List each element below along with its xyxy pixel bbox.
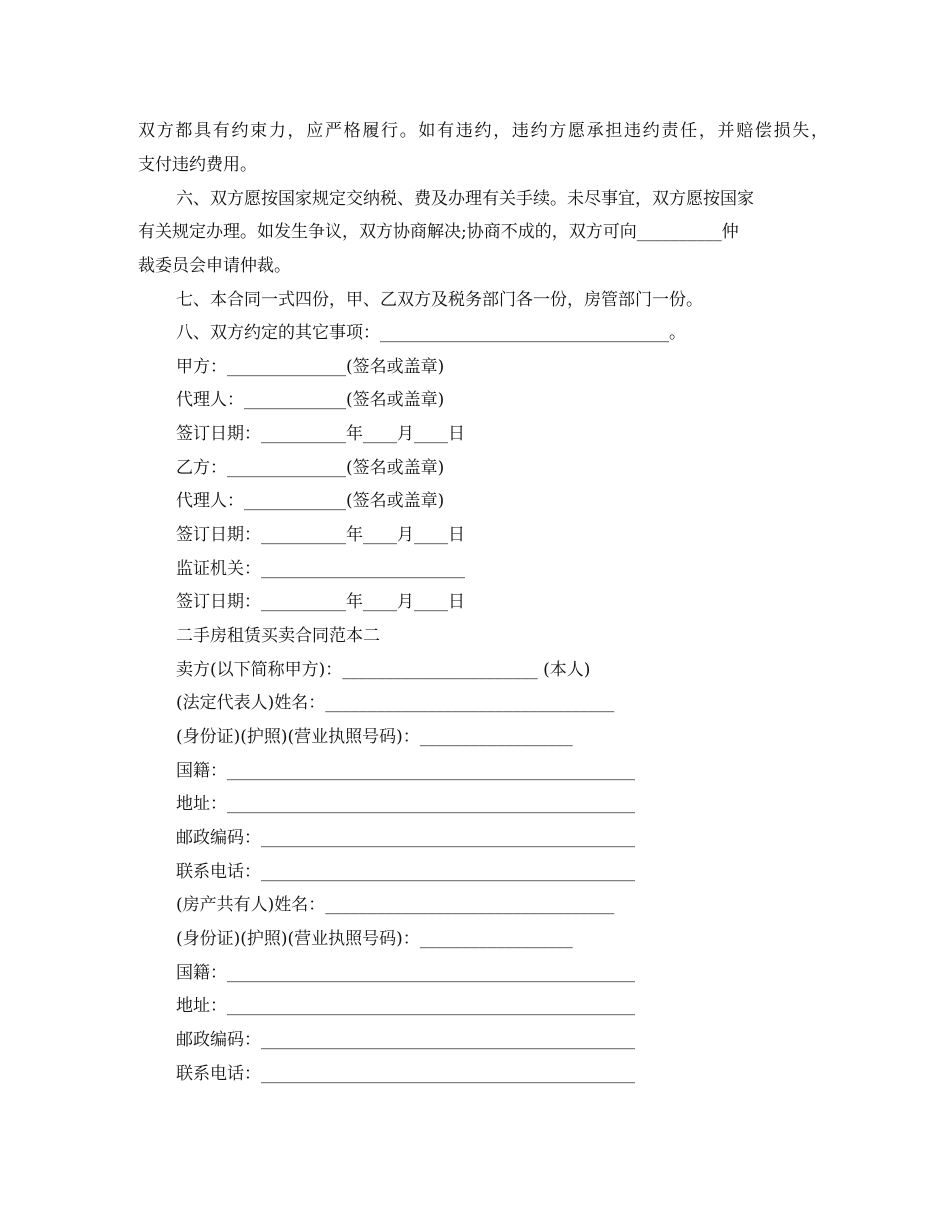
signing-date-field: 签订日期：__________年____月____日 xyxy=(176,525,465,545)
nationality-field: 国籍：________________________________________________ xyxy=(176,963,635,983)
postal-code-field: 邮政编码：____________________________________________ xyxy=(176,828,635,848)
text-line: 裁委员会申请仲裁。 xyxy=(138,256,291,276)
id-number-field: (身份证)(护照)(营业执照号码)：__________________ xyxy=(176,727,573,747)
postal-code-field: 邮政编码：____________________________________________ xyxy=(176,1030,635,1050)
id-number-field: (身份证)(护照)(营业执照号码)：__________________ xyxy=(176,929,573,949)
text-line: 七、本合同一式四份，甲、乙双方及税务部门各一份，房管部门一份。 xyxy=(176,290,703,310)
address-field: 地址：________________________________________________ xyxy=(176,996,635,1016)
address-field: 地址：________________________________________________ xyxy=(176,794,635,814)
text-line: 六、双方愿按国家规定交纳税、费及办理有关手续。未尽事宜，双方愿按国家 xyxy=(176,189,754,209)
nationality-field: 国籍：________________________________________________ xyxy=(176,761,635,781)
signing-date-field: 签订日期：__________年____月____日 xyxy=(176,592,465,612)
text-line: 有关规定办理。如发生争议，双方协商解决;协商不成的，双方可向__________仲 xyxy=(138,222,739,242)
text-line: 支付违约费用。 xyxy=(138,155,257,175)
signature-field-agent: 代理人：____________(签名或盖章) xyxy=(176,491,445,511)
signature-field-party-a: 甲方：______________(签名或盖章) xyxy=(176,357,445,377)
signing-date-field: 签订日期：__________年____月____日 xyxy=(176,424,465,444)
supervising-authority-field: 监证机关：________________________ xyxy=(176,559,465,579)
signature-field-party-b: 乙方：______________(签名或盖章) xyxy=(176,458,445,478)
text-line: 双方都具有约束力，应严格履行。如有违约，违约方愿承担违约责任，并赔偿损失， xyxy=(138,121,828,141)
section-heading: 二手房租赁买卖合同范本二 xyxy=(176,626,380,646)
signature-field-agent: 代理人：____________(签名或盖章) xyxy=(176,390,445,410)
legal-rep-name-field: (法定代表人)姓名：__________________________________ xyxy=(176,693,615,713)
seller-field: 卖方(以下简称甲方)：_______________________ (本人) xyxy=(176,660,591,680)
text-line: 八、双方约定的其它事项：__________________________________。 xyxy=(176,323,686,343)
co-owner-name-field: (房产共有人)姓名：__________________________________ xyxy=(176,895,615,915)
phone-field: 联系电话：____________________________________________ xyxy=(176,862,635,882)
phone-field: 联系电话：____________________________________________ xyxy=(176,1064,635,1084)
